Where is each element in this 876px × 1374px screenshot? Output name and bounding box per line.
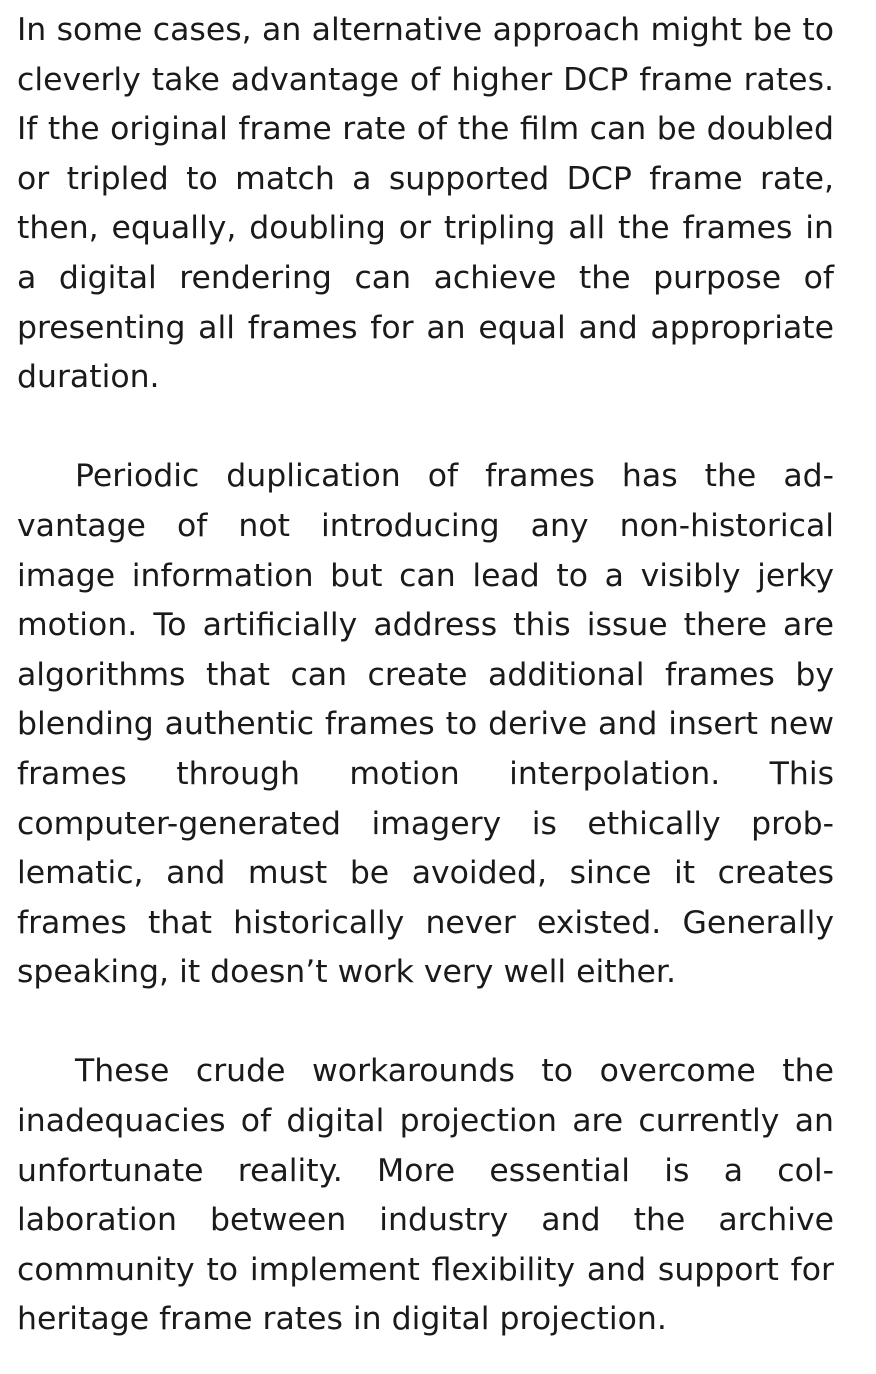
paragraph-frame-duplication: Periodic duplication of frames has the advantage of not introducing any non-historical image information but can lead to a visibly jerky motion. To artificially address this issue there are algorithms that can create additional frames by blending authentic frames to derive and insert new frames through motion interpolation. This computer-generated imagery is ethically problematic, and must be avoided, since it creates frames that historically never existed. Generally speaking, it doesn’t work very well either. [17,458,834,991]
paragraph-workarounds-conclusion: These crude workarounds to overcome the inadequacies of digital projection are currently an unfortunate reality. More essential is a collaboration between industry and the archive community to implement flexibility and support for heritage frame rates in digital projection. [17,1053,834,1338]
document-page [17,6,834,1345]
paragraph-frame-rate-multiplication: In some cases, an alternative approach might be to cleverly take advantage of higher DCP frame rates. If the original frame rate of the film can be doubled or tripled to match a supported DCP frame rate, then, equally, doubling or tripling all the frames in a digital rendering can achieve the purpose of presenting all frames for an equal and appropriate duration. [17,12,834,396]
